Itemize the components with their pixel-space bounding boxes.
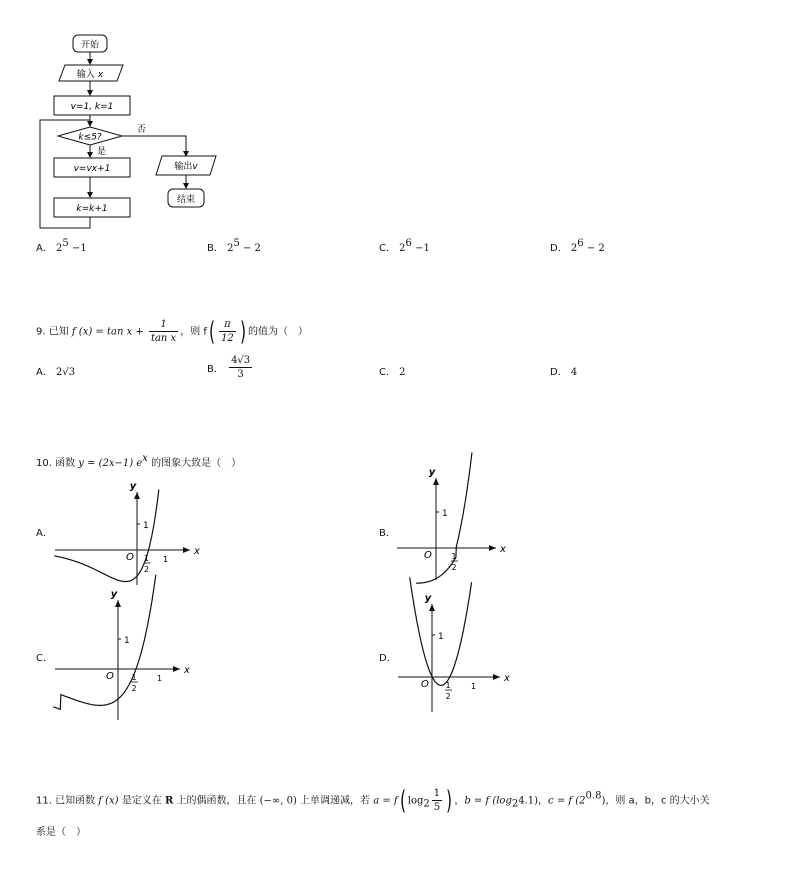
q9-frac-den: tan x	[150, 333, 177, 344]
option-label: D．	[550, 367, 568, 378]
x-axis-label: x	[504, 673, 510, 684]
origin-label: O	[106, 671, 114, 682]
option-label: C．	[379, 243, 396, 254]
q10-option-a[interactable]: A．	[36, 528, 53, 539]
x-axis-label: x	[184, 665, 190, 676]
x-axis-arrow	[493, 674, 500, 680]
q11-frac	[432, 787, 442, 814]
option-exp: 5	[62, 238, 69, 249]
q9-frac-num: 1	[149, 318, 178, 332]
option-exp: 6	[577, 238, 584, 249]
q9-mid: ，则 f	[180, 326, 207, 338]
y-axis-arrow	[115, 600, 121, 607]
output-var: v	[192, 162, 198, 172]
option-label: C．	[379, 367, 396, 378]
x-axis-label: x	[194, 546, 200, 557]
option-value: 2√3	[56, 367, 76, 378]
q11-stem: 11. 已知函数 f (x) 是定义在 R 上的偶函数，且在 (−∞, 0) 上单调递减，若 a = f( log2 $\frac{1}{5}$ ) ，b = f (log24.1)，c = f (20.8)，则 a，b，c 的大小关	[36, 785, 710, 816]
q9-tail: 的值为（ ）	[247, 326, 308, 338]
q10-option-d[interactable]: D．	[379, 653, 397, 664]
q10-option-c[interactable]: C．	[36, 653, 53, 664]
q10-math: y = (2x−1) e	[78, 458, 143, 469]
option-tail: −1	[411, 243, 430, 254]
q11-b-arg: 4.1)	[518, 795, 539, 807]
q11-frac-den: 5	[433, 802, 441, 813]
option-num: 4√3	[231, 355, 251, 366]
option-label: A．	[36, 243, 53, 254]
y-axis-arrow	[429, 604, 435, 611]
q11-c-close: )	[601, 795, 606, 807]
option-label: B．	[207, 243, 224, 254]
y-tick-1-label: 1	[438, 632, 444, 642]
option-den: 3	[237, 369, 244, 380]
x-half-num: 1	[143, 554, 150, 563]
q11-R: R	[164, 795, 174, 807]
init-label: v=1, k=1	[70, 102, 114, 112]
x-half-den: 2	[131, 684, 137, 693]
y-tick-1-label: 1	[143, 521, 149, 531]
condition-label: k≤5?	[78, 132, 102, 143]
x-half-num: 1	[451, 552, 457, 561]
option-exp: 6	[405, 238, 412, 249]
q11-c-def: c = f (2	[548, 795, 586, 807]
origin-label: O	[126, 552, 134, 563]
x-tick-1-label: 1	[157, 674, 163, 683]
q11-fx: f (x)	[98, 795, 119, 807]
x-half-num: 1	[131, 673, 137, 682]
q9-number: 9. 已知	[36, 326, 72, 338]
start-label: 开始	[80, 40, 100, 51]
q9-arg-den: 12	[221, 333, 234, 344]
q9-func: f (x) = tan x +	[71, 326, 144, 338]
update-v-label: v=vx+1	[73, 164, 111, 174]
input-prefix: 输入	[76, 70, 95, 80]
q10-option-b[interactable]: B．	[379, 528, 396, 539]
q11-stem-line2: 系是（ ）	[36, 827, 86, 838]
origin-label: O	[421, 679, 429, 690]
y-axis-label: y	[424, 593, 432, 604]
q11-number: 11. 已知函数	[36, 795, 99, 807]
origin-label: O	[424, 550, 432, 561]
y-axis-label: y	[428, 467, 436, 478]
x-axis-arrow	[173, 666, 180, 672]
option-base: 2	[570, 243, 578, 254]
update-k-label: k=k+1	[76, 204, 108, 214]
x-half-den: 2	[143, 565, 150, 574]
option-value: 4	[570, 367, 578, 378]
q11-c-exp: 0.8	[585, 790, 602, 802]
option-label: D．	[550, 243, 568, 254]
q10-number: 10. 函数	[36, 458, 79, 469]
option-label: A．	[36, 367, 53, 378]
x-half-num: 1	[445, 681, 451, 690]
x-half-den: 2	[445, 692, 451, 701]
yes-label: 是	[97, 147, 107, 157]
y-tick-1-label: 1	[442, 509, 448, 519]
option-tail: − 2	[583, 243, 605, 254]
q11-text: 上的偶函数，且在	[173, 795, 260, 807]
q9-arg-num: π	[219, 318, 236, 332]
y-tick-1-label: 1	[124, 636, 130, 646]
x-axis-arrow	[183, 547, 190, 553]
q11-text: 是定义在	[118, 795, 165, 807]
x-axis-arrow	[489, 545, 496, 551]
y-axis-label: y	[110, 589, 118, 600]
q10-tail: 的图象大致是（ ）	[147, 458, 242, 469]
option-base: 2	[399, 243, 406, 254]
q11-b-def: b = f (log	[464, 795, 512, 807]
end-label: 结束	[176, 195, 196, 205]
option-base: 2	[227, 243, 234, 254]
q11-text: 上单调递减，若	[296, 795, 374, 807]
option-tail: −1	[68, 243, 87, 254]
y-axis-label: y	[129, 481, 137, 492]
x-tick-1-label: 1	[471, 682, 477, 691]
q11-interval: (−∞, 0)	[259, 795, 297, 807]
function-curve	[53, 575, 156, 710]
q10-exp: x	[142, 453, 148, 464]
input-var: x	[97, 70, 104, 80]
x-tick-1-label: 1	[163, 555, 169, 564]
output-prefix: 输出	[174, 162, 193, 172]
option-label: B．	[207, 364, 224, 375]
option-tail: − 2	[239, 243, 261, 254]
y-axis-arrow	[433, 478, 439, 485]
q11-text: ，则 a，b，c 的大小关	[605, 795, 710, 807]
option-value: 2	[399, 367, 406, 378]
option-base: 2	[56, 243, 63, 254]
x-axis-label: x	[500, 544, 506, 555]
q11-a-def: a = f	[373, 795, 398, 807]
q11-frac-num: 1	[433, 788, 441, 799]
option-exp: 5	[233, 238, 240, 249]
y-axis-arrow	[134, 492, 140, 499]
no-label: 否	[137, 125, 147, 135]
q9-stem: 9. 已知 f (x) = tan x + $\frac{1}{\text{tan x}}$ ，则 f( $\frac{\pi}{12}$ ) 的值为（ ）	[36, 316, 308, 347]
x-half-den: 2	[451, 563, 457, 572]
q11-log: log	[407, 795, 424, 807]
